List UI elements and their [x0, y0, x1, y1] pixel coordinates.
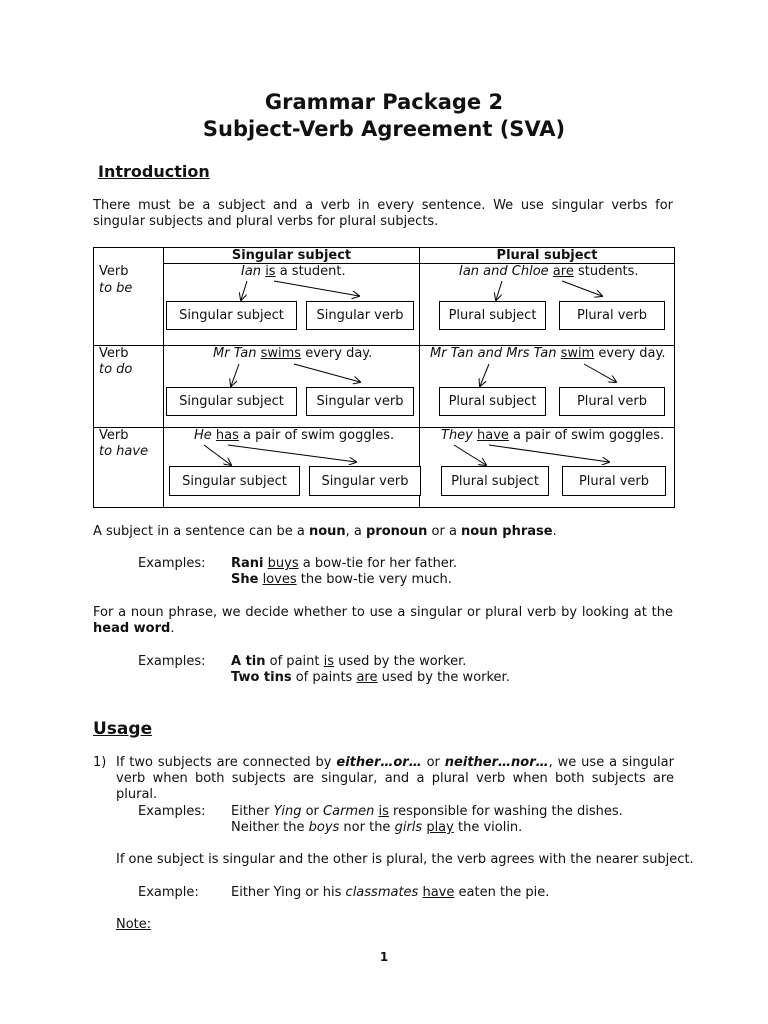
- example-label: Example:: [138, 885, 199, 900]
- connector-arrows: [94, 248, 676, 509]
- arrow-row2-plur-subj: [480, 364, 489, 386]
- example-line: Two tins of paints are used by the worker.: [231, 670, 510, 685]
- arrow-row1-plur-subj: [496, 281, 502, 300]
- plural-verb-box: Plural verb: [559, 387, 665, 416]
- singular-subject-box: Singular subject: [166, 387, 297, 416]
- row-label-form: to do: [99, 362, 133, 377]
- examples-label: Examples:: [138, 654, 206, 669]
- arrow-row1-plur-verb: [562, 281, 602, 296]
- plural-verb-box: Plural verb: [562, 466, 666, 496]
- example-sentence-plural: Ian and Chloe are students.: [459, 264, 639, 279]
- note-label: Note:: [116, 917, 152, 932]
- plural-subject-box: Plural subject: [441, 466, 549, 496]
- page-title: Grammar Package 2: [264, 90, 504, 114]
- singular-subject-box: Singular subject: [166, 301, 297, 330]
- singular-verb-box: Singular verb: [306, 387, 414, 416]
- row-label-verb: Verb: [99, 264, 129, 279]
- row-label-verb: Verb: [99, 346, 129, 361]
- subject-paragraph: A subject in a sentence can be a noun, a pronoun or a noun phrase.: [93, 524, 557, 539]
- sva-table: [93, 247, 675, 508]
- arrow-row2-plur-verb: [584, 364, 616, 382]
- usage-1-paragraph: If two subjects are connected by either…or… or neither…nor…, we use a singular verb when both subjects are singular, and a plural verb when both subjects are plural.: [116, 755, 674, 802]
- example-line: A tin of paint is used by the worker.: [231, 654, 467, 669]
- row-label-form: to have: [99, 444, 149, 459]
- arrow-row3-plur-subj: [454, 445, 486, 465]
- plural-subject-box: Plural subject: [439, 387, 546, 416]
- arrow-row2-sing-subj: [231, 364, 239, 386]
- usage-number: 1): [93, 755, 107, 770]
- arrow-row2-sing-verb: [294, 364, 360, 382]
- examples-label: Examples:: [138, 556, 206, 571]
- row-label-verb: Verb: [99, 428, 129, 443]
- intro-paragraph: There must be a subject and a verb in every sentence. We use singular verbs for singular subjects and plural verbs for plural subjects.: [93, 198, 673, 229]
- arrow-row1-sing-verb: [274, 281, 359, 296]
- arrow-row1-sing-subj: [241, 281, 247, 300]
- arrow-row3-sing-verb: [228, 445, 356, 462]
- intro-heading: Introduction: [98, 162, 210, 181]
- example-sentence-plural: They have a pair of swim goggles.: [441, 428, 665, 443]
- page-subtitle: Subject-Verb Agreement (SVA): [202, 117, 566, 141]
- example-line: Either Ying or his classmates have eaten the pie.: [231, 885, 550, 900]
- singular-subject-box: Singular subject: [169, 466, 300, 496]
- examples-label: Examples:: [138, 804, 206, 819]
- example-sentence-singular: Mr Tan swims every day.: [213, 346, 373, 361]
- example-line: Rani buys a bow-tie for her father.: [231, 556, 458, 571]
- nearer-subject-paragraph: If one subject is singular and the other is plural, the verb agrees with the nearer subject.: [116, 852, 694, 867]
- example-line: Either Ying or Carmen is responsible for washing the dishes.: [231, 804, 623, 819]
- arrow-row3-plur-verb: [489, 445, 609, 462]
- plural-verb-box: Plural verb: [559, 301, 665, 330]
- plural-subject-box: Plural subject: [439, 301, 546, 330]
- row-label-form: to be: [99, 281, 133, 296]
- example-sentence-plural: Mr Tan and Mrs Tan swim every day.: [430, 346, 666, 361]
- example-line: Neither the boys nor the girls play the violin.: [231, 820, 523, 835]
- col-header-plural: Plural subject: [496, 248, 598, 263]
- arrow-row3-sing-subj: [204, 445, 231, 465]
- singular-verb-box: Singular verb: [306, 301, 414, 330]
- example-sentence-singular: Ian is a student.: [241, 264, 346, 279]
- usage-heading: Usage: [93, 719, 153, 739]
- example-sentence-singular: He has a pair of swim goggles.: [194, 428, 395, 443]
- singular-verb-box: Singular verb: [309, 466, 421, 496]
- col-header-singular: Singular subject: [231, 248, 352, 263]
- example-line: She loves the bow-tie very much.: [231, 572, 452, 587]
- page-number: 1: [379, 950, 389, 964]
- noun-phrase-paragraph: For a noun phrase, we decide whether to use a singular or plural verb by looking at the head word.: [93, 605, 673, 636]
